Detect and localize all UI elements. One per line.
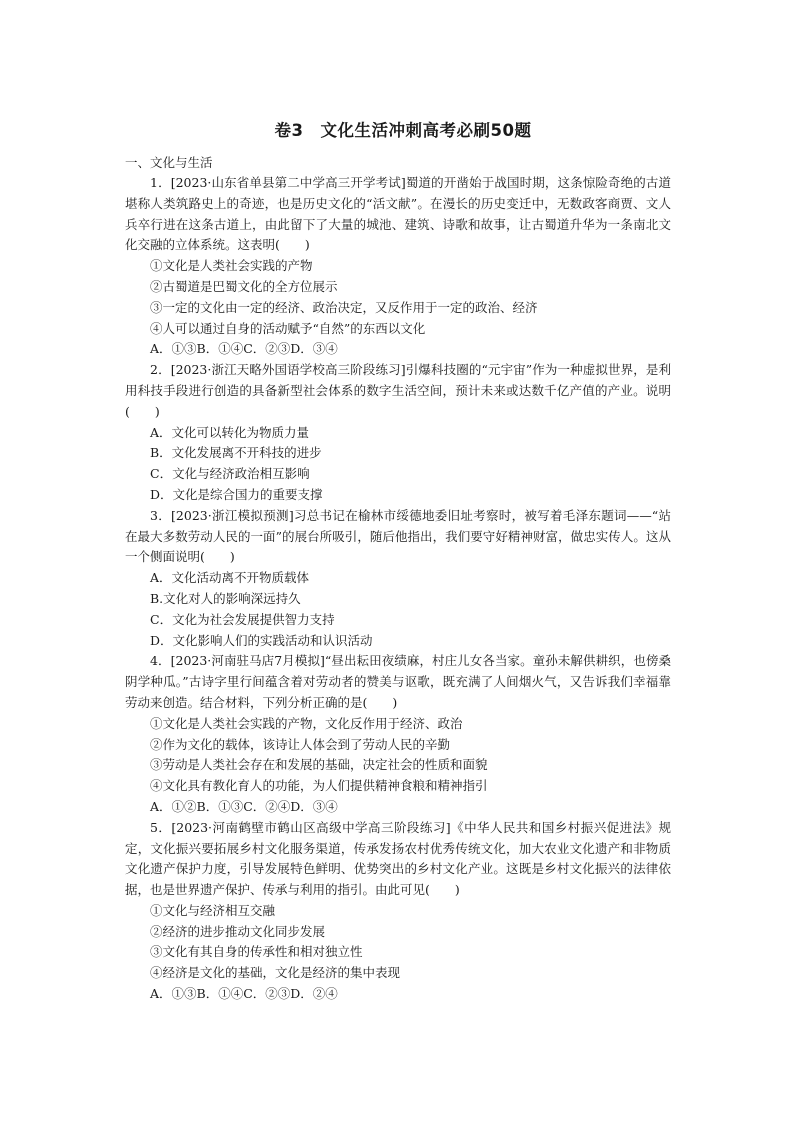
question-option: C．文化为社会发展提供智力支持 — [150, 611, 335, 627]
question-option: ②古蜀道是巴蜀文化的全方位展示 — [150, 278, 338, 294]
question-stem: 2．[2023·浙江天略外国语学校高三阶段练习]引爆科技圈的“元宇宙”作为一种虚拟世界，是利用科技手段进行创造的具备新型社会体系的数字生活空间，预计未来或达数千亿产值的产业。说明( ) — [125, 362, 671, 419]
question-stem: 3．[2023·浙江模拟预测]习总书记在榆林市绥德地委旧址考察时，被写着毛泽东题词——“站在最大多数劳动人民的一面”的展台所吸引，随后他指出，我们要守好精神财富，做忠实传人。这从一个侧面说明( ) — [125, 507, 671, 565]
question-stem: 1．[2023·山东省单县第二中学高三开学考试]蜀道的开凿始于战国时期，这条惊险奇绝的古道堪称人类筑路史上的奇迹，也是历史文化的“活文献”。在漫长的历史变迁中，无数政客商贾、文人兵卒行进在这条古道上，由此留下了大量的城池、建筑、诗歌和故事，让古蜀道升华为一条南北文化交融的立体系统。这表明( ) — [125, 175, 671, 253]
question-1 — [125, 173, 671, 360]
question-option: B．文化发展离不开科技的进步 — [150, 445, 322, 461]
question-option: A．文化可以转化为物质力量 — [150, 424, 310, 440]
question-option: ②作为文化的载体，该诗让人体会到了劳动人民的辛勤 — [150, 736, 451, 752]
question-option: ②经济的进步推动文化同步发展 — [150, 923, 326, 939]
question-option: ③文化有其自身的传承性和相对独立性 — [150, 944, 363, 960]
question-3 — [125, 506, 671, 652]
answer-choices: A．①②B．①③C．②④D．③④ — [150, 798, 338, 814]
answer-choices: A．①③B．①④C．②③D．②④ — [150, 986, 338, 1002]
question-stem: 4．[2023·河南驻马店7月模拟]“昼出耘田夜绩麻，村庄儿女各当家。童孙未解供耕织，也傍桑阴学种瓜。”古诗字里行间蕴含着对劳动者的赞美与讴歌，既充满了人间烟火气，又告诉我们幸福靠劳动来创造。结合材料，下列分析正确的是( ) — [125, 653, 671, 710]
question-option: ①文化是人类社会实践的产物 — [150, 258, 313, 274]
question-option: ③一定的文化由一定的经济、政治决定，又反作用于一定的政治、经济 — [150, 299, 538, 315]
page-title: 卷3 文化生活冲刺高考必刷50题 — [274, 121, 532, 140]
question-option: ①文化是人类社会实践的产物，文化反作用于经济、政治 — [150, 715, 463, 731]
question-option: B.文化对人的影响深远持久 — [150, 590, 301, 606]
question-option: D．文化影响人们的实践活动和认识活动 — [150, 632, 373, 648]
question-option: C．文化与经济政治相互影响 — [150, 466, 310, 482]
question-option: D．文化是综合国力的重要支撑 — [150, 486, 323, 502]
question-option: ④经济是文化的基础，文化是经济的集中表现 — [150, 965, 401, 981]
answer-choices: A．①③B．①④C．②③D．③④ — [150, 341, 338, 357]
question-2 — [125, 360, 671, 506]
question-option: ③劳动是人类社会存在和发展的基础，决定社会的性质和面貌 — [150, 757, 488, 773]
question-stem: 5．[2023·河南鹤壁市鹤山区高级中学高三阶段练习]《中华人民共和国乡村振兴促进法》规定，文化振兴要拓展乡村文化服务渠道，传承发扬农村优秀传统文化，加大农业文化遗产和非物质文化遗产保护力度，引导发展特色鲜明、优势突出的乡村文化产业。这既是乡村文化振兴的法律依据，也是世界遗产保护、传承与利用的指引。由此可见( ) — [125, 819, 671, 898]
question-option: ④文化具有教化育人的功能，为人们提供精神食粮和精神指引 — [150, 778, 488, 794]
question-option: ④人可以通过自身的活动赋予“自然”的东西以文化 — [150, 320, 426, 336]
question-4 — [125, 651, 671, 817]
section-heading: 一、文化与生活 — [125, 155, 213, 170]
question-option: A．文化活动离不开物质载体 — [150, 570, 310, 586]
question-5 — [125, 818, 671, 1005]
document-page — [125, 118, 671, 1005]
question-option: ①文化与经济相互交融 — [150, 902, 276, 918]
